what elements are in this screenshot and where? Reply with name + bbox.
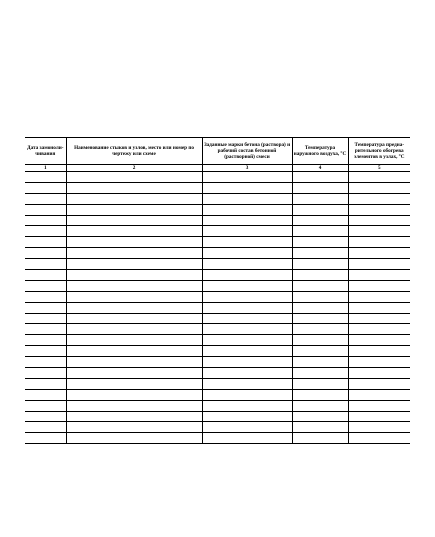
table-cell bbox=[348, 378, 410, 389]
table-cell bbox=[66, 193, 202, 204]
table-cell bbox=[348, 193, 410, 204]
table-cell bbox=[348, 270, 410, 281]
table-cell bbox=[25, 302, 66, 313]
table-cell bbox=[292, 172, 348, 183]
table-row bbox=[25, 389, 410, 400]
column-number-row bbox=[25, 165, 410, 172]
table-cell bbox=[202, 378, 292, 389]
table-cell bbox=[66, 422, 202, 433]
table-cell bbox=[348, 259, 410, 270]
table-cell bbox=[348, 291, 410, 302]
table-cell bbox=[202, 248, 292, 259]
table-cell bbox=[25, 335, 66, 346]
table-cell bbox=[202, 422, 292, 433]
table-cell bbox=[66, 346, 202, 357]
table-cell bbox=[348, 182, 410, 193]
table-cell bbox=[292, 248, 348, 259]
table-cell bbox=[25, 226, 66, 237]
table-cell bbox=[202, 368, 292, 379]
table-cell bbox=[25, 193, 66, 204]
table-cell bbox=[202, 270, 292, 281]
table-cell bbox=[292, 378, 348, 389]
journal-table bbox=[25, 137, 410, 444]
table-cell bbox=[202, 259, 292, 270]
table-cell bbox=[25, 248, 66, 259]
table-cell bbox=[292, 270, 348, 281]
table-cell bbox=[292, 335, 348, 346]
table-cell bbox=[292, 302, 348, 313]
header-preheat-temperature: Температура предна-рительного обогрева элементов в узлах, °С bbox=[348, 138, 410, 165]
table-cell bbox=[66, 411, 202, 422]
table-cell bbox=[202, 172, 292, 183]
table-cell bbox=[25, 346, 66, 357]
table-cell bbox=[292, 313, 348, 324]
table-cell bbox=[66, 324, 202, 335]
table-cell bbox=[66, 172, 202, 183]
table-cell bbox=[66, 433, 202, 444]
table-cell bbox=[348, 335, 410, 346]
table-cell bbox=[25, 400, 66, 411]
table-cell bbox=[202, 313, 292, 324]
table-cell bbox=[348, 204, 410, 215]
table-cell bbox=[348, 422, 410, 433]
column-number: 1 bbox=[25, 165, 66, 172]
table-cell bbox=[202, 182, 292, 193]
table-cell bbox=[25, 422, 66, 433]
table-cell bbox=[348, 280, 410, 291]
column-number: 4 bbox=[292, 165, 348, 172]
table-cell bbox=[292, 215, 348, 226]
table-cell bbox=[292, 291, 348, 302]
table-cell bbox=[25, 411, 66, 422]
table-row bbox=[25, 248, 410, 259]
table-cell bbox=[292, 433, 348, 444]
table-cell bbox=[292, 259, 348, 270]
table-cell bbox=[66, 237, 202, 248]
table-row bbox=[25, 411, 410, 422]
table-row bbox=[25, 400, 410, 411]
table-row bbox=[25, 259, 410, 270]
table-cell bbox=[25, 368, 66, 379]
table-cell bbox=[292, 204, 348, 215]
column-number: 3 bbox=[202, 165, 292, 172]
table-cell bbox=[348, 172, 410, 183]
table-cell bbox=[348, 400, 410, 411]
table-row bbox=[25, 226, 410, 237]
table-cell bbox=[348, 368, 410, 379]
table-cell bbox=[292, 324, 348, 335]
table-cell bbox=[202, 193, 292, 204]
table-row bbox=[25, 302, 410, 313]
table-cell bbox=[292, 411, 348, 422]
table-row bbox=[25, 204, 410, 215]
journal-sheet bbox=[25, 137, 410, 444]
table-cell bbox=[66, 302, 202, 313]
table-cell bbox=[66, 335, 202, 346]
table-cell bbox=[202, 411, 292, 422]
table-cell bbox=[202, 389, 292, 400]
table-cell bbox=[66, 226, 202, 237]
table-cell bbox=[202, 280, 292, 291]
table-cell bbox=[292, 182, 348, 193]
table-cell bbox=[348, 433, 410, 444]
table-cell bbox=[25, 433, 66, 444]
table-cell bbox=[348, 248, 410, 259]
table-cell bbox=[202, 291, 292, 302]
table-cell bbox=[292, 422, 348, 433]
table-cell bbox=[292, 226, 348, 237]
table-row bbox=[25, 357, 410, 368]
table-cell bbox=[348, 389, 410, 400]
table-cell bbox=[66, 248, 202, 259]
table-cell bbox=[25, 204, 66, 215]
table-cell bbox=[202, 433, 292, 444]
table-cell bbox=[66, 280, 202, 291]
table-cell bbox=[25, 324, 66, 335]
table-row bbox=[25, 172, 410, 183]
column-number: 2 bbox=[66, 165, 202, 172]
table-row bbox=[25, 237, 410, 248]
table-cell bbox=[348, 357, 410, 368]
table-cell bbox=[202, 335, 292, 346]
table-row bbox=[25, 313, 410, 324]
table-cell bbox=[66, 378, 202, 389]
table-cell bbox=[25, 313, 66, 324]
header-concrete-grade: Заданные марки бетона (раствора) и рабочий состав бетонной (растворной) смеси bbox=[202, 138, 292, 165]
table-cell bbox=[348, 226, 410, 237]
table-cell bbox=[202, 237, 292, 248]
table-cell bbox=[202, 215, 292, 226]
table-cell bbox=[66, 291, 202, 302]
table-cell bbox=[66, 400, 202, 411]
table-cell bbox=[66, 204, 202, 215]
table-row bbox=[25, 346, 410, 357]
table-row bbox=[25, 324, 410, 335]
table-row bbox=[25, 215, 410, 226]
table-row bbox=[25, 280, 410, 291]
table-cell bbox=[66, 270, 202, 281]
table-cell bbox=[292, 357, 348, 368]
table-row bbox=[25, 182, 410, 193]
table-cell bbox=[66, 215, 202, 226]
table-cell bbox=[202, 346, 292, 357]
table-cell bbox=[292, 389, 348, 400]
table-row bbox=[25, 433, 410, 444]
table-cell bbox=[25, 378, 66, 389]
table-cell bbox=[202, 302, 292, 313]
table-cell bbox=[348, 313, 410, 324]
table-row bbox=[25, 291, 410, 302]
table-cell bbox=[66, 368, 202, 379]
table-cell bbox=[66, 357, 202, 368]
table-cell bbox=[202, 324, 292, 335]
table-row bbox=[25, 270, 410, 281]
table-row bbox=[25, 335, 410, 346]
table-cell bbox=[25, 215, 66, 226]
table-cell bbox=[292, 237, 348, 248]
table-cell bbox=[348, 215, 410, 226]
table-cell bbox=[348, 411, 410, 422]
table-cell bbox=[25, 182, 66, 193]
table-row bbox=[25, 193, 410, 204]
table-cell bbox=[25, 389, 66, 400]
journal-body bbox=[25, 165, 410, 444]
table-cell bbox=[25, 280, 66, 291]
header-joint-name: Наименование стыков и узлов, место или номер по чертежу или схеме bbox=[66, 138, 202, 165]
table-cell bbox=[25, 357, 66, 368]
table-cell bbox=[292, 400, 348, 411]
table-cell bbox=[292, 280, 348, 291]
table-cell bbox=[348, 324, 410, 335]
table-cell bbox=[292, 346, 348, 357]
table-cell bbox=[25, 237, 66, 248]
header-row bbox=[25, 138, 410, 165]
table-cell bbox=[66, 313, 202, 324]
table-row bbox=[25, 422, 410, 433]
column-number: 5 bbox=[348, 165, 410, 172]
table-cell bbox=[25, 259, 66, 270]
table-cell bbox=[202, 226, 292, 237]
table-cell bbox=[292, 368, 348, 379]
table-cell bbox=[66, 389, 202, 400]
table-cell bbox=[66, 259, 202, 270]
table-cell bbox=[66, 182, 202, 193]
header-date: Дата замоноли-чивания bbox=[27, 144, 64, 157]
table-cell bbox=[25, 172, 66, 183]
table-cell bbox=[348, 302, 410, 313]
table-cell bbox=[292, 193, 348, 204]
table-row bbox=[25, 378, 410, 389]
table-cell bbox=[202, 357, 292, 368]
table-row bbox=[25, 368, 410, 379]
table-cell bbox=[348, 237, 410, 248]
table-cell bbox=[25, 291, 66, 302]
table-cell bbox=[25, 270, 66, 281]
table-cell bbox=[202, 204, 292, 215]
table-cell bbox=[202, 400, 292, 411]
header-outdoor-temperature: Температура наружного воздуха, °С bbox=[292, 138, 348, 165]
table-cell bbox=[348, 346, 410, 357]
